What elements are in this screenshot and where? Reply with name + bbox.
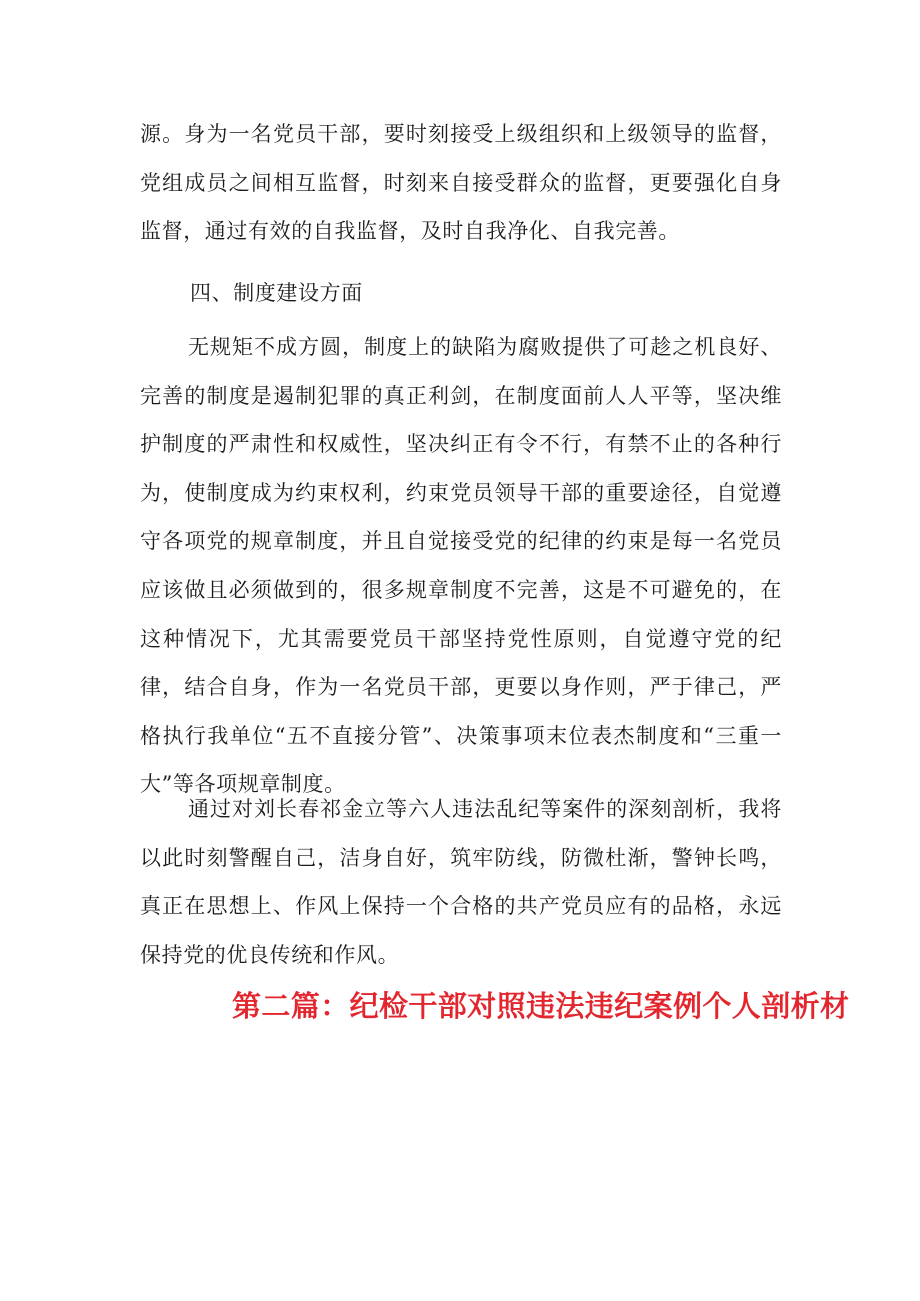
paragraph-continuation: 源。身为一名党员干部，要时刻接受上级组织和上级领导的监督，党组成员之间相互监督，时刻来自接受群众的监督，更要强化自身监督，通过有效的自我监督，及时自我净化、自我完善。	[140, 122, 782, 244]
paragraph-conclusion: 通过对刘长春祁金立等六人违法乱纪等案件的深刻剖析，我将以此时刻警醒自己，洁身自好，筑牢防线，防微杜渐，警钟长鸣，真正在思想上、作风上保持一个合格的共产党员应有的品格，永远保持党的优良传统和作风。	[140, 797, 782, 967]
section-heading: 四、制度建设方面	[190, 281, 363, 305]
paragraph-system-building: 无规矩不成方圆，制度上的缺陷为腐败提供了可趁之机良好、完善的制度是遏制犯罪的真正利剑，在制度面前人人平等，坚决维护制度的严肃性和权威性，坚决纠正有令不行，有禁不止的各种行为，使制度成为约束权利，约束党员领导干部的重要途径，自觉遵守各项党的规章制度，并且自觉接受党的纪律的约束是每一名党员应该做且必须做到的，很多规章制度不完善，这是不可避免的，在这种情况下，尤其需要党员干部坚持党性原则，自觉遵守党的纪律，结合自身，作为一名党员干部，更要以身作则，严于律己，严格执行我单位“五不直接分管”、决策事项末位表杰制度和“三重一大”等各项规章制度。	[140, 335, 782, 797]
next-section-title: 第二篇：纪检干部对照违法违纪案例个人剖析材	[232, 989, 850, 1023]
